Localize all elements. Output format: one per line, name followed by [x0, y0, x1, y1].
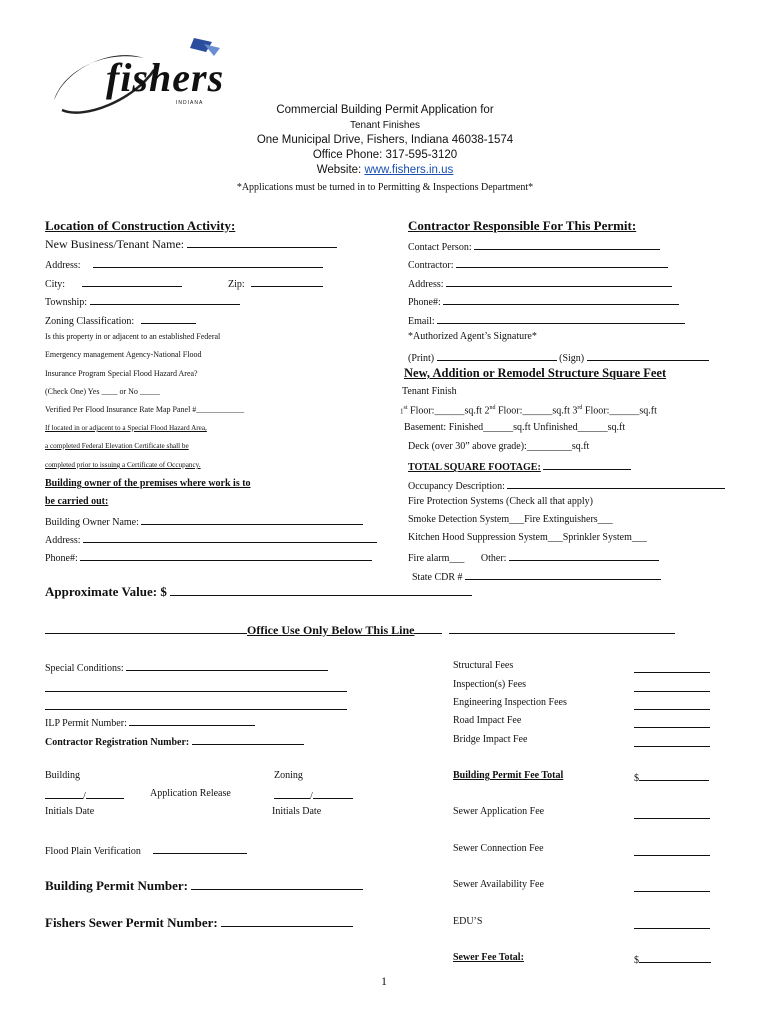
building-initials-field[interactable] — [45, 788, 124, 802]
flood-plain-input[interactable] — [153, 843, 247, 854]
city-input[interactable] — [82, 276, 182, 287]
flood-question-line3: Insurance Program Special Flood Hazard Area? — [45, 369, 198, 378]
zip-label: Zip: — [228, 279, 245, 290]
form-title: Commercial Building Permit Application for — [276, 104, 494, 116]
state-cdr-label: State CDR # — [412, 572, 463, 583]
sewer-total-dollar: $ — [634, 955, 639, 966]
owner-phone-input[interactable] — [80, 550, 372, 561]
contractor-phone-field[interactable] — [408, 294, 679, 308]
agent-print-input[interactable] — [437, 350, 557, 361]
contractor-email-field[interactable] — [408, 313, 685, 327]
zoning-office-label: Zoning — [274, 770, 303, 781]
business-name-input[interactable] — [187, 237, 337, 248]
bridge-impact-fee-input[interactable] — [634, 734, 710, 752]
firm-panel-field[interactable]: Verified Per Flood Insurance Rate Map Panel #____________ — [45, 405, 245, 414]
form-subtitle: Tenant Finishes — [349, 120, 421, 131]
tenant-finish-label: Tenant Finish — [402, 386, 457, 397]
zip-field[interactable] — [228, 276, 323, 290]
owner-heading-line2: be carried out: — [45, 496, 109, 507]
contractor-address-field[interactable] — [408, 276, 672, 290]
zip-input[interactable] — [251, 276, 323, 287]
sewer-availability-fee-label: Sewer Availability Fee — [453, 879, 544, 890]
floor1-num: 1 — [400, 407, 404, 416]
flood-question-line1: Is this property in or adjacent to an established Federal — [45, 332, 221, 341]
total-sqft-field[interactable] — [408, 459, 631, 473]
website-line — [0, 164, 770, 176]
contractor-reg-label: Contractor Registration Number: — [45, 737, 190, 748]
owner-phone-field[interactable] — [45, 550, 372, 564]
zoning-initials-field[interactable] — [274, 788, 353, 802]
special-conditions-input[interactable] — [126, 660, 328, 671]
inspection-fees-input[interactable] — [634, 679, 710, 697]
owner-address-input[interactable] — [83, 532, 377, 543]
agent-sign-label: (Sign) — [559, 353, 585, 364]
occupancy-field[interactable] — [408, 478, 725, 492]
flood-check-one[interactable]: (Check One) Yes ____ or No _____ — [45, 387, 160, 396]
sewer-connection-fee-label: Sewer Connection Fee — [453, 843, 544, 854]
building-slash: / — [83, 791, 86, 802]
building-permit-number-label: Building Permit Number: — [45, 878, 188, 893]
website-label: Website: — [316, 164, 362, 176]
page-number: 1 — [381, 974, 387, 988]
fire-alarm-field[interactable] — [408, 550, 659, 564]
floor3-sup: rd — [577, 405, 583, 411]
owner-phone-label: Phone#: — [45, 553, 78, 564]
application-release-label: Application Release — [150, 788, 231, 799]
contractor-email-label: Email: — [408, 316, 435, 327]
contractor-heading: Contractor Responsible For This Permit: — [408, 218, 637, 233]
contractor-address-label: Address: — [408, 279, 444, 290]
divider-mid-line — [414, 620, 442, 634]
structure-heading: New, Addition or Remodel Structure Square Feet — [404, 366, 667, 380]
township-label: Township: — [45, 297, 88, 308]
approximate-value-input[interactable] — [170, 585, 472, 596]
contractor-reg-input[interactable] — [192, 734, 304, 745]
state-cdr-input[interactable] — [465, 569, 661, 580]
ilp-permit-input[interactable] — [129, 715, 255, 726]
location-address-field[interactable] — [45, 257, 323, 271]
owner-name-label: Building Owner Name: — [45, 517, 139, 528]
contractor-name-field[interactable] — [408, 257, 668, 271]
office-phone: Office Phone: 317-595-3120 — [312, 149, 458, 161]
location-address-input[interactable] — [93, 257, 323, 268]
contractor-address-input[interactable] — [446, 276, 672, 287]
office-use-label: Office Use Only Below This Line — [247, 623, 415, 637]
bridge-impact-fee-label: Bridge Impact Fee — [453, 734, 528, 745]
sewer-application-fee-label: Sewer Application Fee — [453, 806, 545, 817]
contractor-phone-input[interactable] — [443, 294, 679, 305]
flood-note-line3: completed prior to issuing a Certificate of Occupancy. — [45, 461, 201, 469]
owner-name-field[interactable] — [45, 514, 363, 528]
initials-date-label-1: Initials Date — [45, 806, 95, 817]
logo-subtext: INDIANA — [176, 100, 204, 106]
fire-protection-label: Fire Protection Systems (Check all that apply) — [408, 496, 593, 507]
owner-address-field[interactable] — [45, 532, 377, 546]
building-total-dollar: $ — [634, 773, 639, 784]
website-link[interactable]: www.fishers.in.us — [364, 164, 454, 176]
zoning-slash: / — [310, 791, 313, 802]
building-permit-number-input[interactable] — [191, 876, 363, 890]
zoning-label: Zoning Classification: — [45, 316, 135, 327]
owner-heading-line1: Building owner of the premises where work is to — [45, 478, 251, 489]
business-name-label: New Business/Tenant Name: — [45, 237, 185, 251]
basement-field[interactable]: Basement: Finished______sq.ft Unfinished______sq.ft — [404, 422, 626, 433]
structural-fees-input[interactable] — [634, 660, 710, 678]
floor2-sup: nd — [489, 405, 496, 411]
floor1-sup: st — [403, 405, 408, 411]
location-address-label: Address: — [45, 260, 81, 271]
sewer-permit-number-input[interactable] — [221, 913, 353, 927]
zoning-field[interactable] — [45, 313, 196, 327]
deck-field[interactable]: Deck (over 30” above grade):_________sq.ft — [408, 441, 590, 452]
structural-fees-label: Structural Fees — [453, 660, 514, 671]
contact-person-input[interactable] — [474, 239, 660, 250]
office-address: One Municipal Drive, Fishers, Indiana 46038-1574 — [256, 134, 514, 146]
approximate-value-label: Approximate Value: $ — [45, 584, 167, 599]
sewer-connection-fee-input[interactable] — [634, 843, 710, 861]
agent-print-label: (Print) — [408, 353, 435, 364]
township-input[interactable] — [90, 294, 240, 305]
agent-print-field[interactable] — [408, 350, 709, 364]
flood-question-line2: Emergency management Agency-National Flood — [45, 350, 202, 359]
sewer-permit-number-label: Fishers Sewer Permit Number: — [45, 915, 218, 930]
road-impact-fee-label: Road Impact Fee — [453, 715, 522, 726]
zoning-input[interactable] — [141, 313, 196, 324]
special-conditions-line3[interactable] — [45, 697, 347, 715]
divider-left-line — [45, 620, 247, 634]
location-heading: Location of Construction Activity: — [45, 218, 236, 233]
occupancy-label: Occupancy Description: — [408, 481, 505, 492]
inspection-fees-label: Inspection(s) Fees — [453, 679, 527, 690]
approximate-value-field[interactable] — [45, 584, 472, 600]
contractor-name-input[interactable] — [456, 257, 668, 268]
initials-date-label-2: Initials Date — [272, 806, 322, 817]
agent-signature-heading: *Authorized Agent’s Signature* — [408, 331, 537, 342]
divider-right-line — [449, 620, 675, 634]
sewer-fee-total-input[interactable] — [634, 952, 711, 966]
owner-name-input[interactable] — [141, 514, 363, 525]
floor1-2-text: Floor:______sq.ft 2 — [407, 405, 490, 417]
floors-field[interactable] — [400, 405, 657, 416]
occupancy-input[interactable] — [507, 478, 725, 489]
city-label: City: — [45, 279, 66, 290]
road-impact-fee-input[interactable] — [634, 715, 710, 733]
total-sqft-input[interactable] — [543, 459, 631, 470]
smoke-extinguisher-field[interactable]: Smoke Detection System___Fire Extinguishers___ — [408, 514, 613, 525]
office-use-divider — [45, 620, 725, 639]
flood-plain-label: Flood Plain Verification — [45, 846, 141, 857]
engineering-fees-input[interactable] — [634, 697, 710, 715]
township-field[interactable] — [45, 294, 240, 308]
contractor-reg-field[interactable] — [45, 734, 304, 748]
logo-text: fishers — [106, 55, 225, 100]
submission-notice: *Applications must be turned in to Permitting & Inspections Department* — [236, 182, 534, 193]
contractor-phone-label: Phone#: — [408, 297, 441, 308]
agent-sign-input[interactable] — [587, 350, 709, 361]
contractor-email-input[interactable] — [437, 313, 685, 324]
owner-address-label: Address: — [45, 535, 81, 546]
ilp-permit-label: ILP Permit Number: — [45, 718, 127, 729]
other-label: Other: — [480, 553, 507, 564]
sewer-availability-fee-input[interactable] — [634, 879, 710, 897]
edus-label: EDU’S — [453, 916, 483, 927]
sewer-permit-number-field[interactable] — [45, 913, 353, 931]
other-input[interactable] — [509, 550, 659, 561]
contact-person-field[interactable] — [408, 239, 660, 253]
sewer-application-fee-input[interactable] — [634, 806, 710, 824]
city-field[interactable] — [45, 276, 182, 290]
building-permit-number-field[interactable] — [45, 876, 363, 894]
edus-input[interactable] — [634, 916, 710, 934]
special-conditions-label: Special Conditions: — [45, 663, 124, 674]
flood-plain-field[interactable] — [45, 843, 247, 857]
flood-note-line2: a completed Federal Elevation Certificate shall be — [45, 442, 189, 450]
floor3-text: Floor:______sq.ft — [582, 405, 657, 417]
ilp-permit-field[interactable] — [45, 715, 255, 729]
building-label: Building — [45, 770, 81, 781]
state-cdr-field[interactable] — [412, 569, 661, 583]
special-conditions-line2[interactable] — [45, 679, 347, 697]
business-name-field[interactable] — [45, 237, 337, 252]
special-conditions-field[interactable] — [45, 660, 328, 674]
engineering-fees-label: Engineering Inspection Fees — [453, 697, 567, 708]
building-fee-total-input[interactable] — [634, 770, 709, 784]
contact-person-label: Contact Person: — [408, 242, 472, 253]
floor2-3-text: Floor:______sq.ft 3 — [495, 405, 578, 417]
contractor-name-label: Contractor: — [408, 260, 454, 271]
fire-alarm-label: Fire alarm___ — [408, 553, 465, 564]
flood-note-line1: If located in or adjacent to a Special Flood Hazard Area, — [45, 424, 207, 432]
sewer-fee-total-label: Sewer Fee Total: — [453, 952, 524, 963]
kitchen-sprinkler-field[interactable]: Kitchen Hood Suppression System___Sprinkler System___ — [408, 532, 647, 543]
total-sqft-label: TOTAL SQUARE FOOTAGE: — [408, 462, 541, 473]
building-fee-total-label: Building Permit Fee Total — [453, 770, 564, 781]
